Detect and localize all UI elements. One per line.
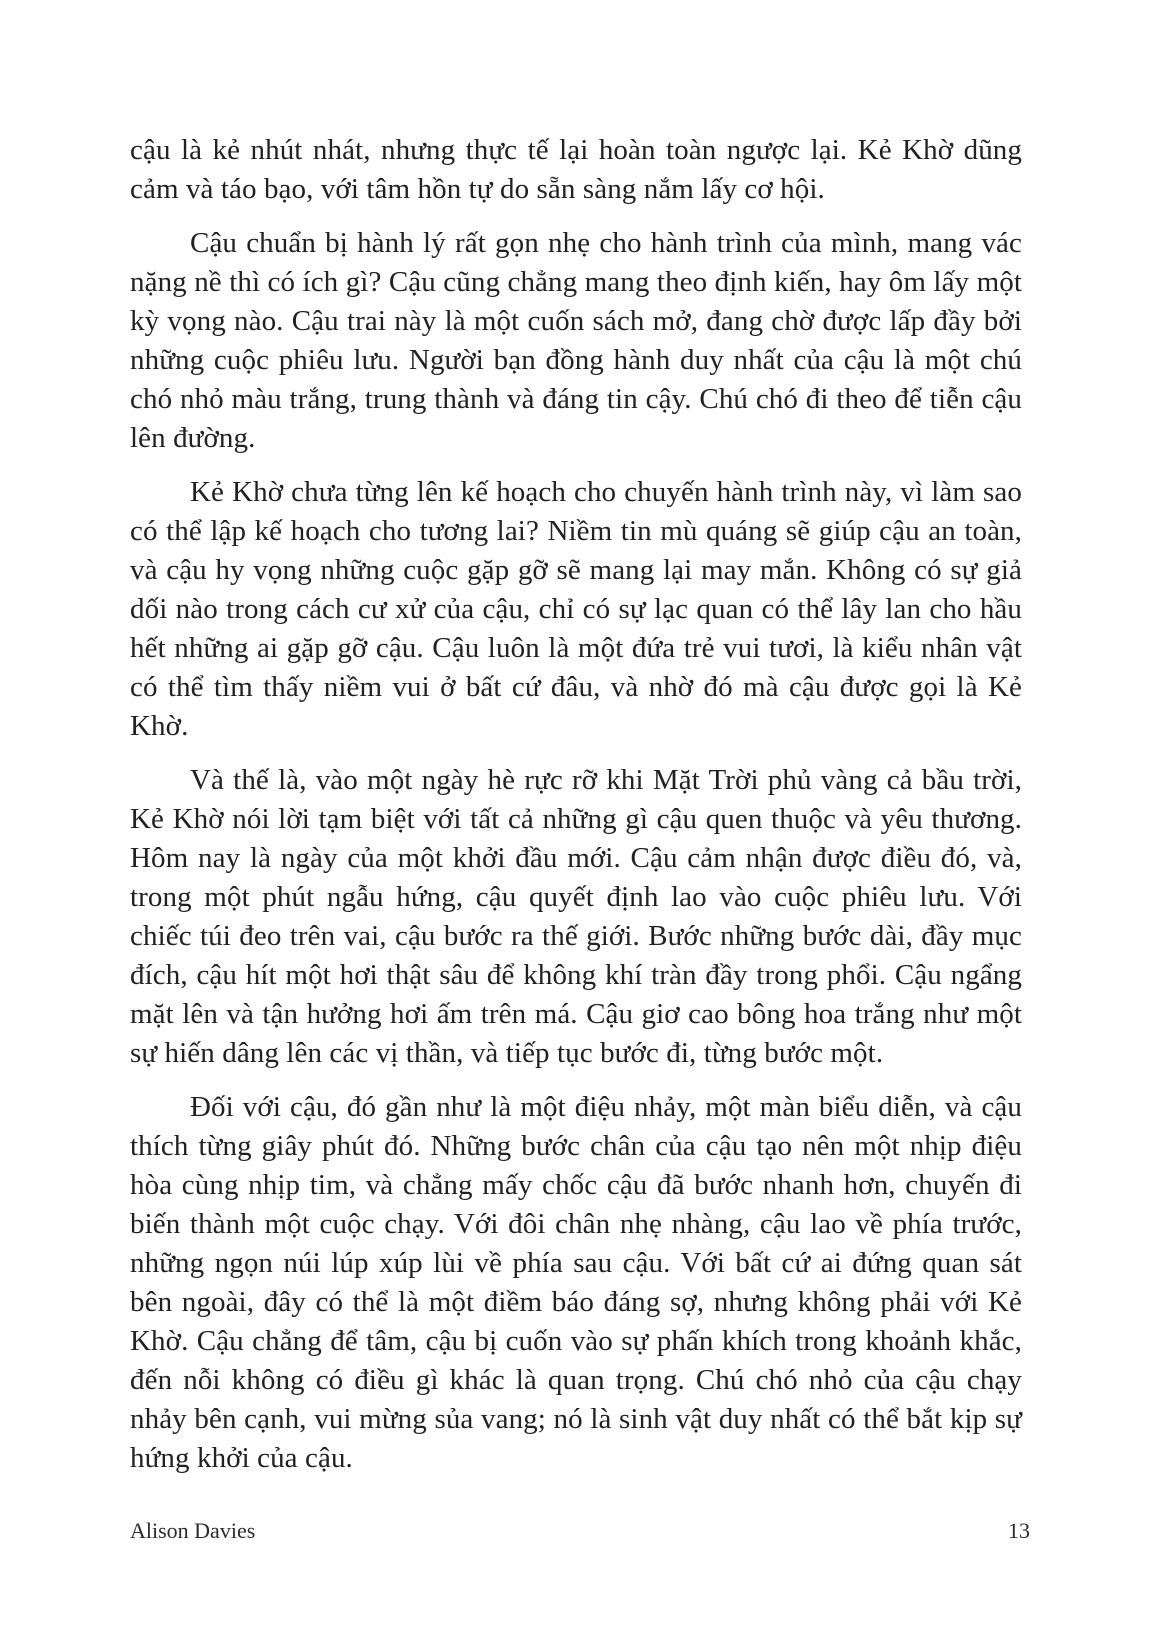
paragraph: Kẻ Khờ chưa từng lên kế hoạch cho chuyến hành trình này, vì làm sao có thể lập kế hoạch cho tương lai? Niềm tin mù quáng sẽ giúp cậu an toàn, và cậu hy vọng những cuộc gặp gỡ sẽ mang lại may mắn. Không có sự giả dối nào trong cách cư xử của cậu, chỉ có sự lạc quan có thể lây lan cho hầu hết những ai gặp gỡ cậu. Cậu luôn là một đứa trẻ vui tươi, là kiểu nhân vật có thể tìm thấy niềm vui ở bất cứ đâu, và nhờ đó mà cậu được gọi là Kẻ Khờ. — [130, 476, 1022, 742]
page-body — [130, 131, 1022, 1493]
paragraph: Đối với cậu, đó gần như là một điệu nhảy, một màn biểu diễn, và cậu thích từng giây phút đó. Những bước chân của cậu tạo nên một nhịp điệu hòa cùng nhịp tim, và chẳng mấy chốc cậu đã bước nhanh hơn, chuyến đi biến thành một cuộc chạy. Với đôi chân nhẹ nhàng, cậu lao về phía trước, những ngọn núi lúp xúp lùi về phía sau cậu. Với bất cứ ai đứng quan sát bên ngoài, đây có thể là một điềm báo đáng sợ, nhưng không phải với Kẻ Khờ. Cậu chẳng để tâm, cậu bị cuốn vào sự phấn khích trong khoảnh khắc, đến nỗi không có điều gì khác là quan trọng. Chú chó nhỏ của cậu chạy nhảy bên cạnh, vui mừng sủa vang; nó là sinh vật duy nhất có thể bắt kịp sự hứng khởi của cậu. — [130, 1091, 1022, 1474]
paragraph-continuation: cậu là kẻ nhút nhát, nhưng thực tế lại hoàn toàn ngược lại. Kẻ Khờ dũng cảm và táo bạo, với tâm hồn tự do sẵn sàng nắm lấy cơ hội. — [130, 134, 1022, 205]
paragraph: Cậu chuẩn bị hành lý rất gọn nhẹ cho hành trình của mình, mang vác nặng nề thì có ích gì? Cậu cũng chẳng mang theo định kiến, hay ôm lấy một kỳ vọng nào. Cậu trai này là một cuốn sách mở, đang chờ được lấp đầy bởi những cuộc phiêu lưu. Người bạn đồng hành duy nhất của cậu là một chú chó nhỏ màu trắng, trung thành và đáng tin cậy. Chú chó đi theo để tiễn cậu lên đường. — [130, 227, 1022, 454]
page-footer — [130, 1518, 1030, 1544]
footer-page-number: 13 — [1008, 1518, 1030, 1543]
footer-author: Alison Davies — [130, 1518, 256, 1543]
paragraph: Và thế là, vào một ngày hè rực rỡ khi Mặt Trời phủ vàng cả bầu trời, Kẻ Khờ nói lời tạm biệt với tất cả những gì cậu quen thuộc và yêu thương. Hôm nay là ngày của một khởi đầu mới. Cậu cảm nhận được điều đó, và, trong một phút ngẫu hứng, cậu quyết định lao vào cuộc phiêu lưu. Với chiếc túi đeo trên vai, cậu bước ra thế giới. Bước những bước dài, đầy mục đích, cậu hít một hơi thật sâu để không khí tràn đầy trong phổi. Cậu ngẩng mặt lên và tận hưởng hơi ấm trên má. Cậu giơ cao bông hoa trắng như một sự hiến dâng lên các vị thần, và tiếp tục bước đi, từng bước một. — [130, 764, 1022, 1069]
